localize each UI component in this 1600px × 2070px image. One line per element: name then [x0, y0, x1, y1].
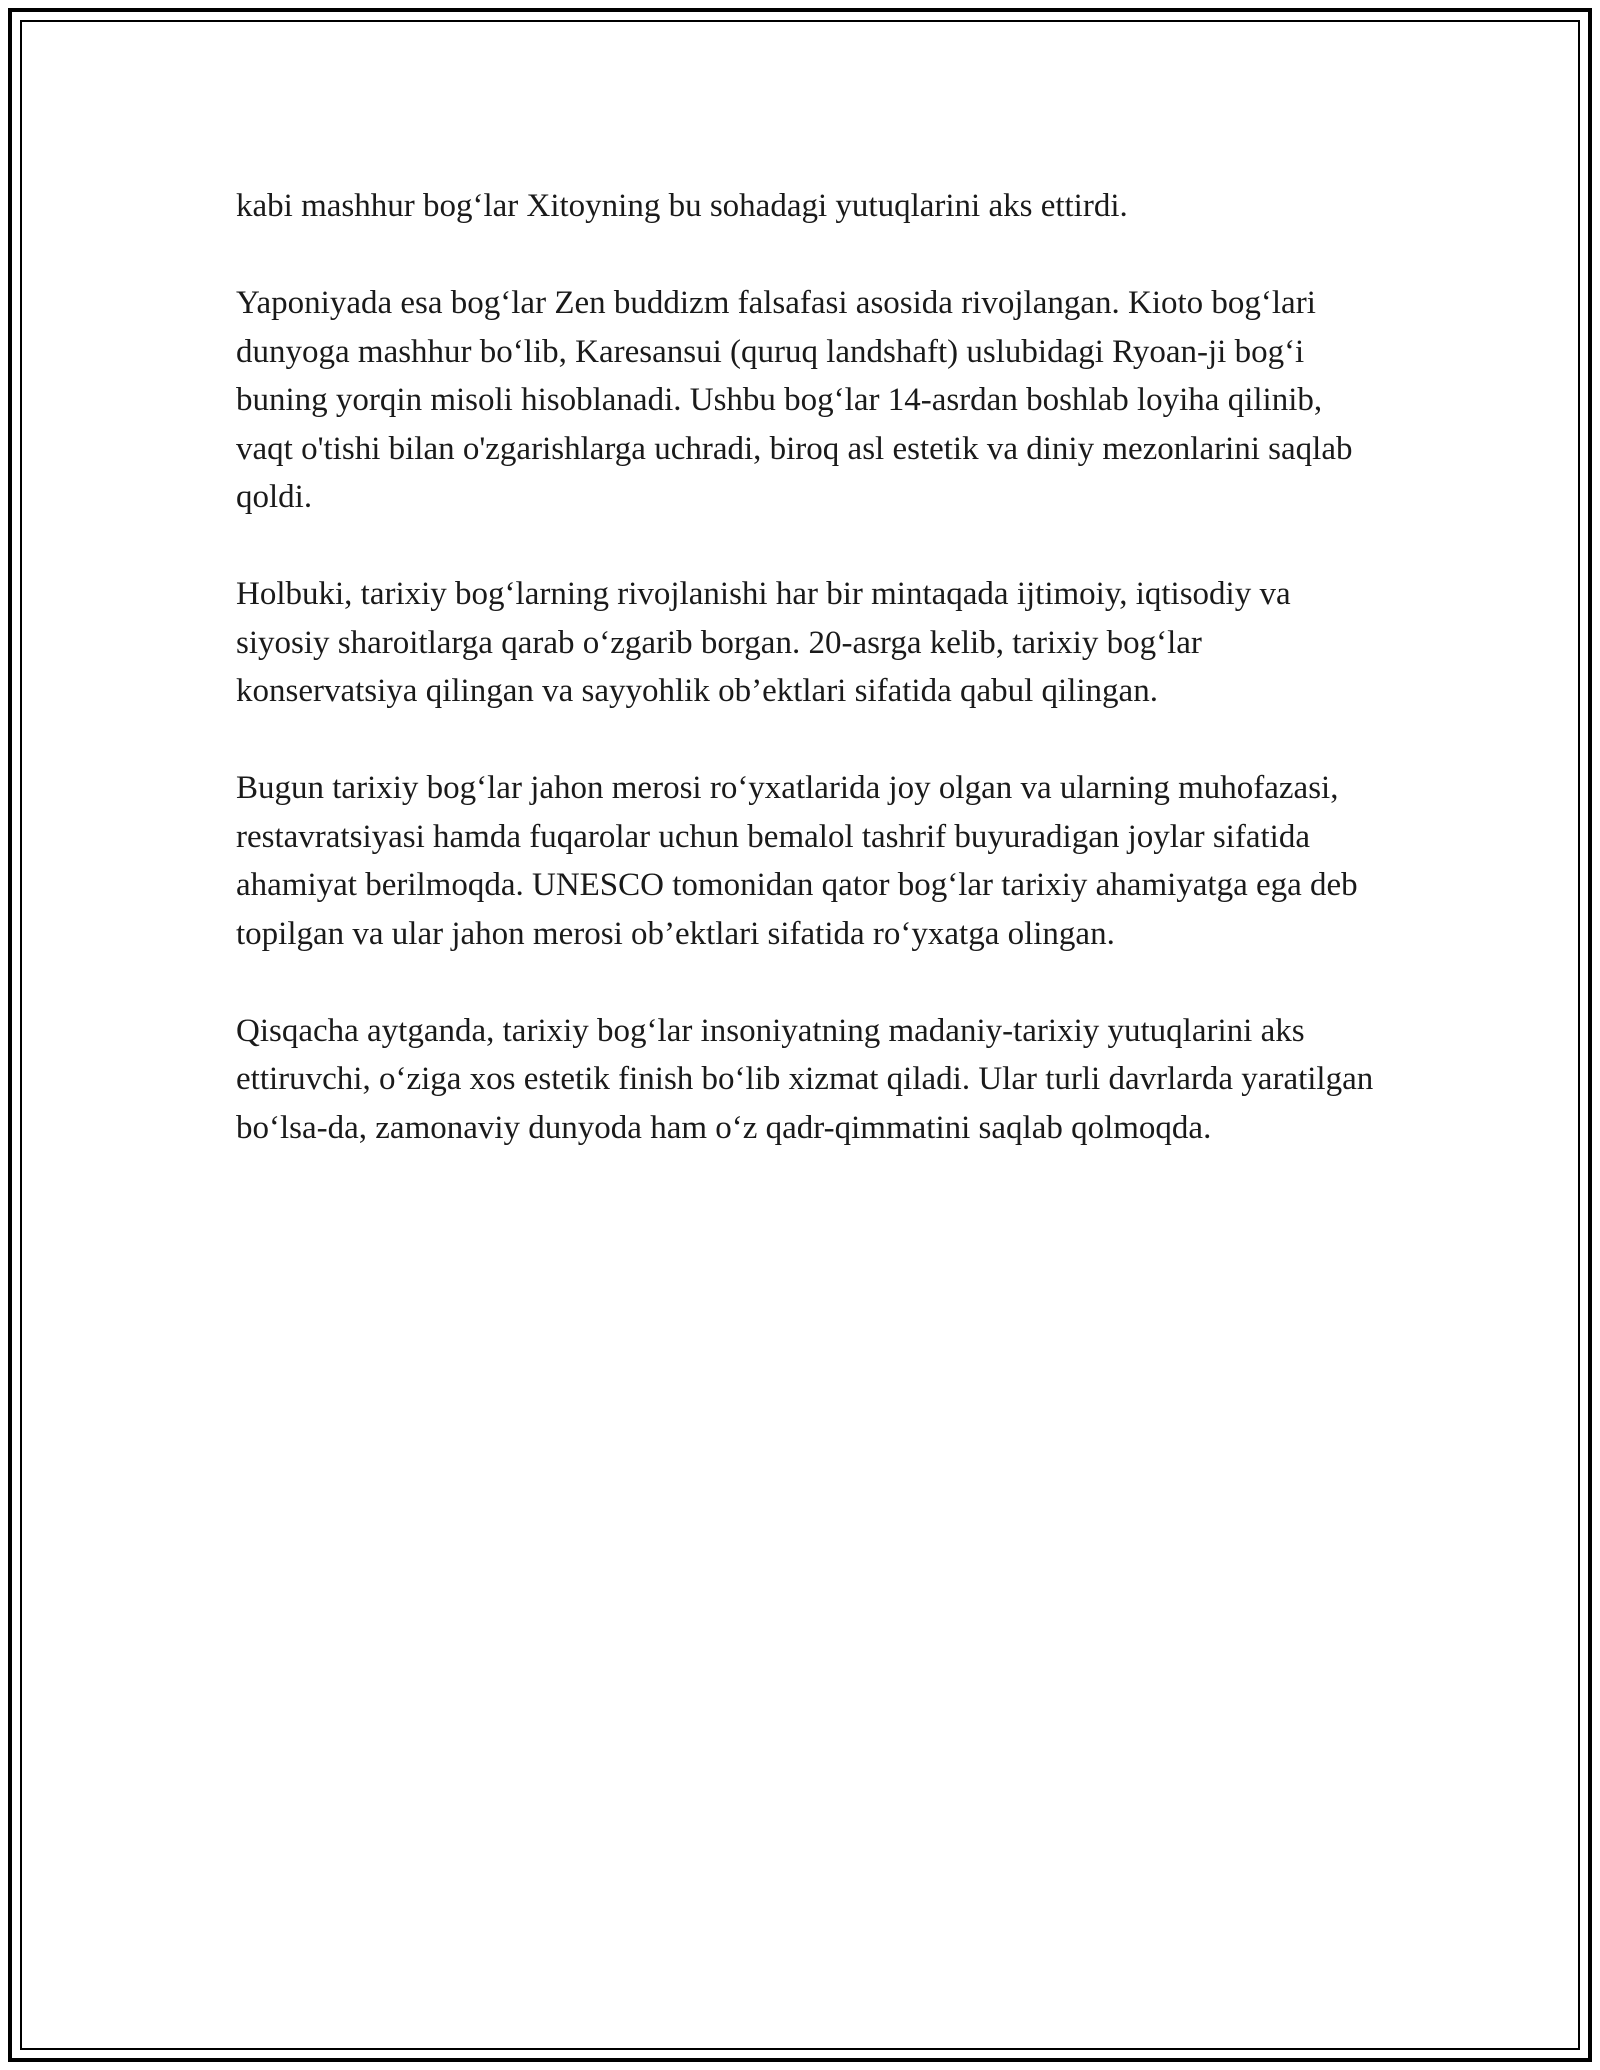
paragraph: Holbuki, tarixiy bog‘larning rivojlanishi har bir mintaqada ijtimoiy, iqtisodiy va siyosiy sharoitlarga qarab o‘zgarib borgan. 20-asrga kelib, tarixiy bog‘lar konservatsiya qilingan va sayyohlik ob’ektlari sifatida qabul qilingan. [236, 576, 1291, 709]
paragraph: Bugun tarixiy bog‘lar jahon merosi ro‘yxatlarida joy olgan va ularning muhofazasi, restavratsiyasi hamda fuqarolar uchun bemalol tashrif buyuradigan joylar sifatida ahamiyat berilmoqda. UNESCO tomonidan qator bog‘lar tarixiy ahamiyatga ega deb topilgan va ular jahon merosi ob’ektlari sifatida ro‘yxatga olingan. [236, 770, 1358, 952]
paragraph: kabi mashhur bog‘lar Xitoyning bu sohadagi yutuqlarini aks ettirdi. [236, 188, 1128, 224]
document-body [236, 182, 1386, 1201]
paragraph: Qisqacha aytganda, tarixiy bog‘lar insoniyatning madaniy-tarixiy yutuqlarini aks ettiruvchi, o‘ziga xos estetik finish bo‘lib xizmat qiladi. Ular turli davrlarda yaratilgan bo‘lsa-da, zamonaviy dunyoda ham o‘z qadr-qimmatini saqlab qolmoqda. [236, 1012, 1374, 1146]
paragraph: Yaponiyada esa bog‘lar Zen buddizm falsafasi asosida rivojlangan. Kioto bog‘lari dunyoga mashhur bo‘lib, Karesansui (quruq landshaft) uslubidagi Ryoan-ji bog‘i buning yorqin misoli hisoblanadi. Ushbu bog‘lar 14-asrdan boshlab loyiha qilinib, vaqt o'tishi bilan o'zgarishlarga uchradi, biroq asl estetik va diniy mezonlarini saqlab qoldi. [236, 285, 1353, 515]
